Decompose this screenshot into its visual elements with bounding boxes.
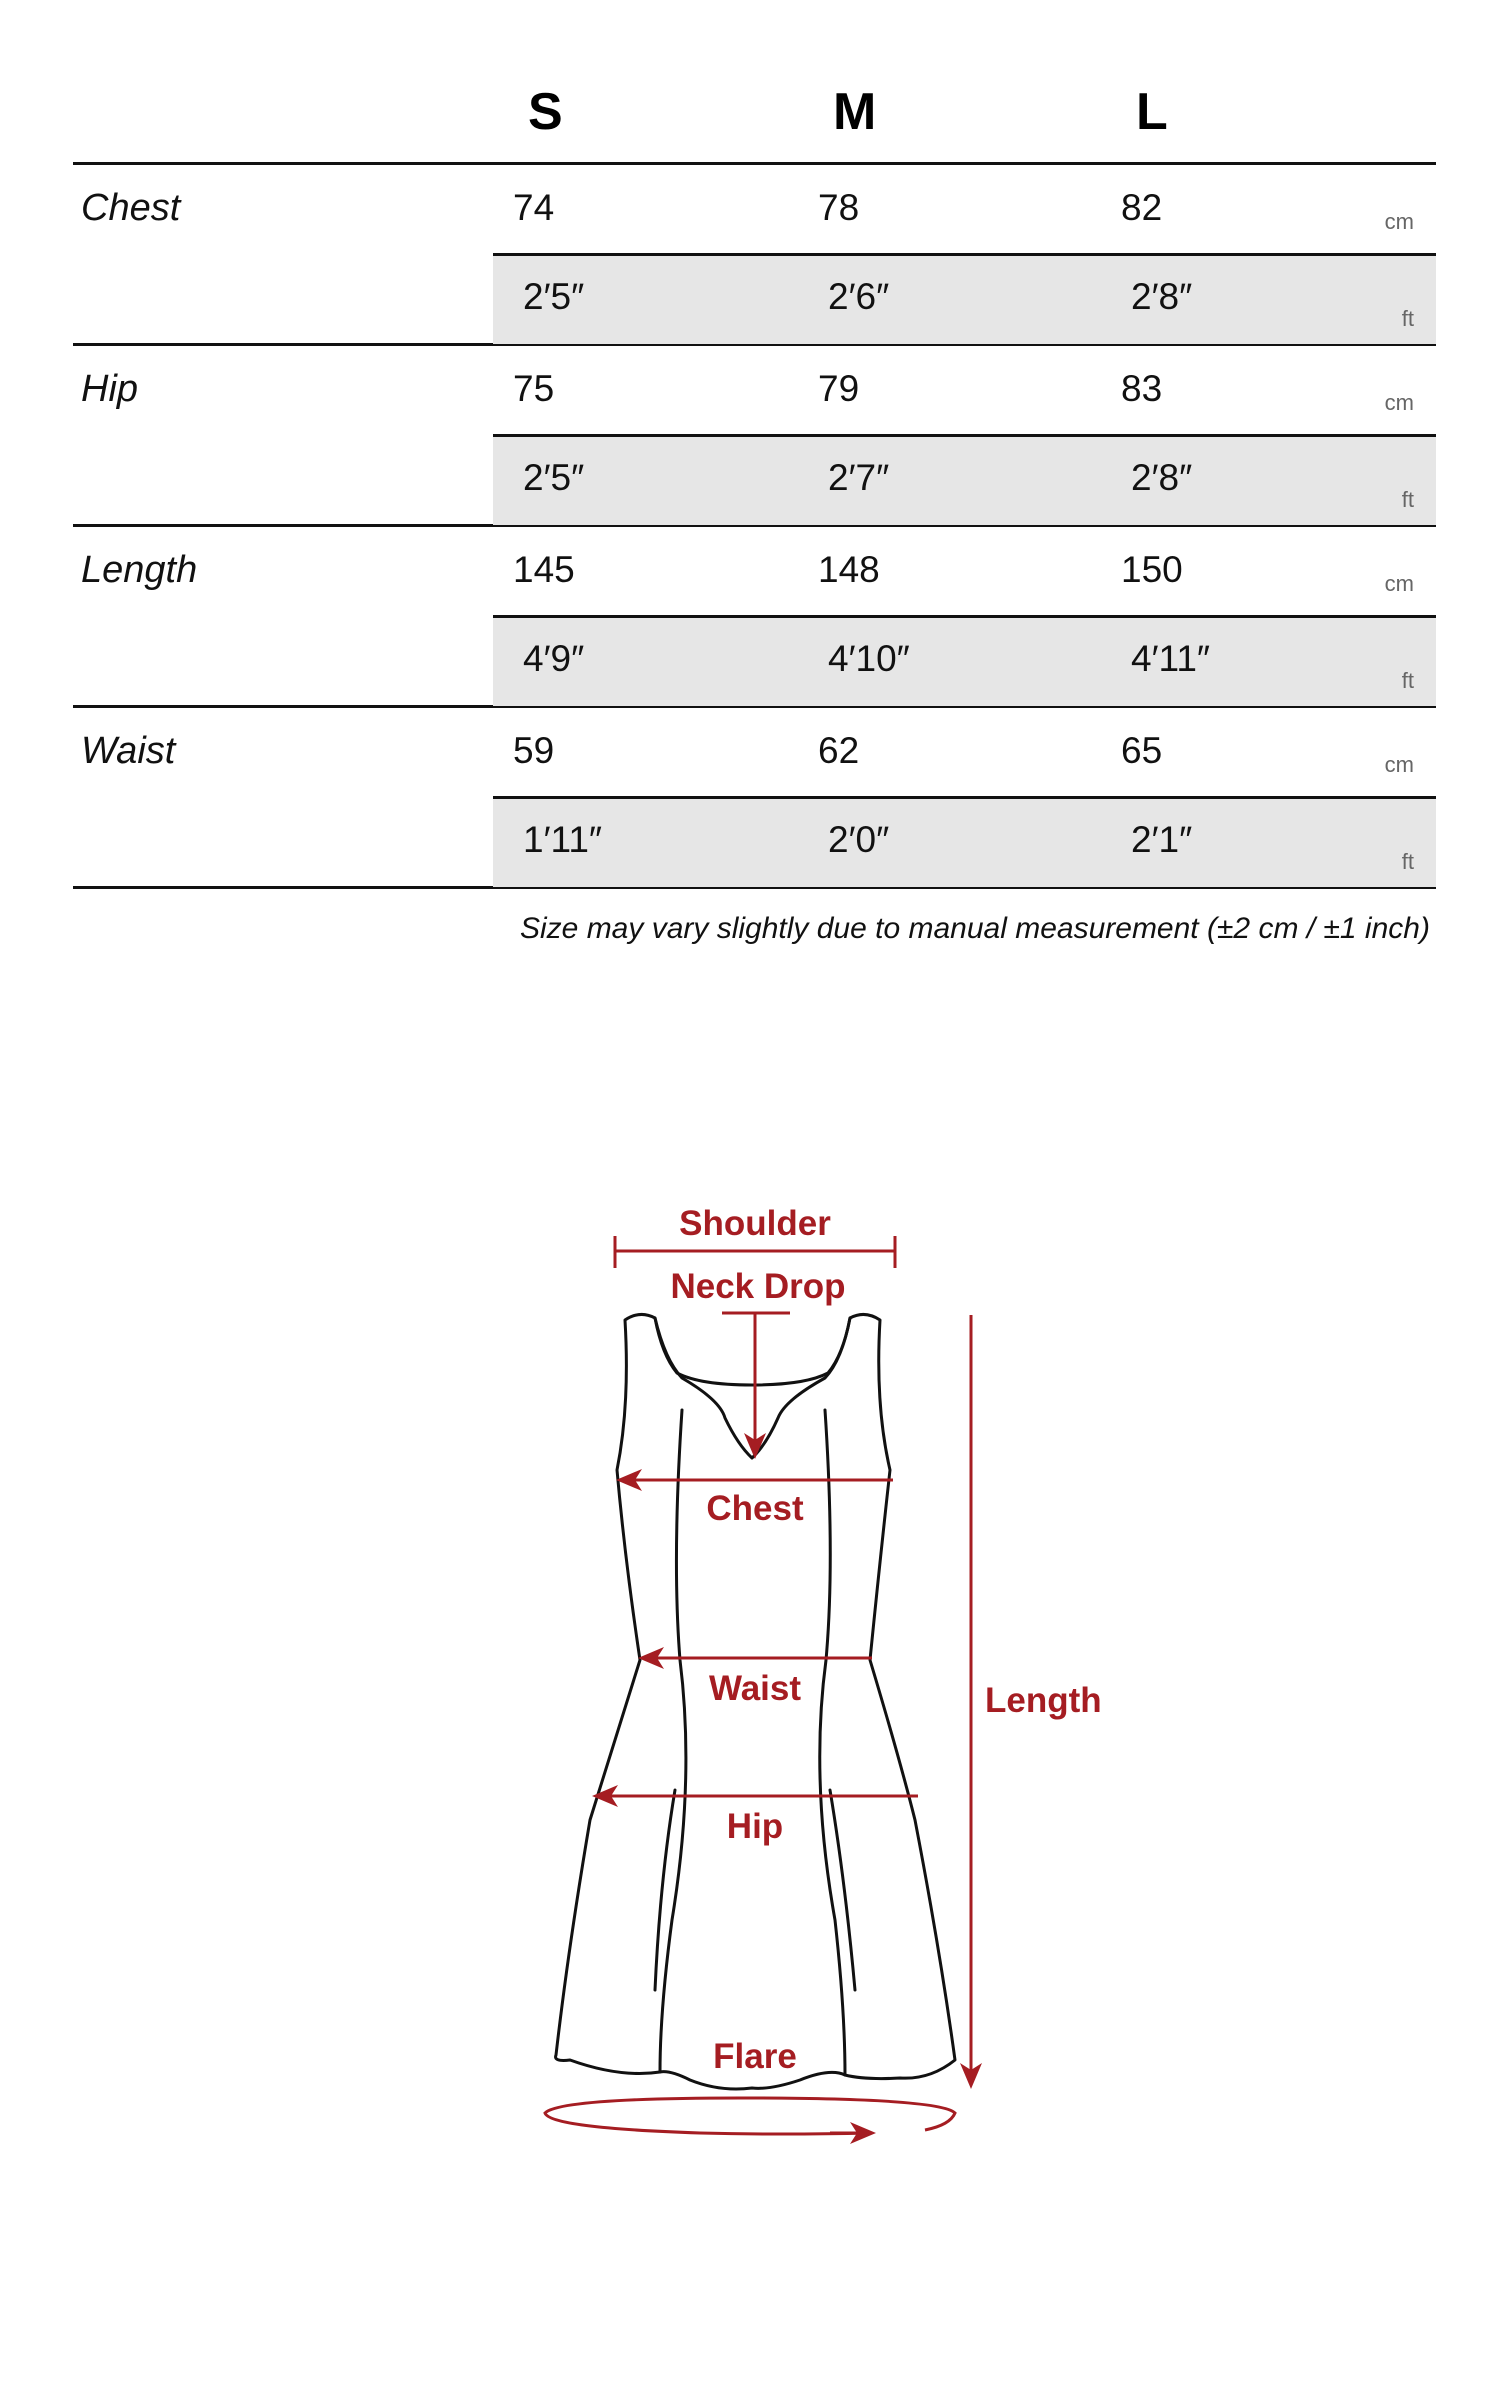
unit-label: cm: [1384, 209, 1414, 234]
table-cell: 59: [513, 730, 555, 771]
table-cell: 2′5″: [523, 457, 585, 498]
size-m-header: M: [833, 83, 877, 141]
table-cell: 65: [1121, 730, 1163, 771]
measurement-label: Length: [81, 549, 198, 591]
table-cell: 4′10″: [828, 638, 910, 679]
table-cell: 62: [818, 730, 860, 771]
table-cell: 83: [1121, 368, 1163, 409]
table-cell: 1′11″: [523, 819, 603, 860]
table-cell: 4′9″: [523, 638, 585, 679]
table-cell: 2′6″: [828, 276, 890, 317]
size-l-header: L: [1136, 83, 1168, 141]
table-cell: 2′0″: [828, 819, 890, 860]
table-cell: 145: [513, 549, 575, 590]
unit-label: ft: [1401, 487, 1414, 512]
table-cell: 4′11″: [1131, 638, 1211, 679]
flare-arrow: [545, 2098, 955, 2134]
unit-label: ft: [1401, 306, 1414, 331]
measurement-label: Waist: [81, 730, 176, 772]
table-cell: 79: [818, 368, 860, 409]
table-cell: 2′8″: [1131, 457, 1193, 498]
table-cell: 75: [513, 368, 555, 409]
unit-label: cm: [1384, 571, 1414, 596]
unit-label: ft: [1401, 668, 1414, 693]
table-cell: 150: [1121, 549, 1183, 590]
shoulder-label: Shoulder: [679, 1204, 831, 1243]
measurement-label: Chest: [81, 187, 181, 229]
unit-label: ft: [1401, 849, 1414, 874]
table-cell: 2′1″: [1131, 819, 1193, 860]
table-cell: 74: [513, 187, 555, 228]
waist-label: Waist: [708, 1669, 802, 1708]
flare-label: Flare: [713, 2037, 797, 2076]
table-cell: 2′8″: [1131, 276, 1193, 317]
table-cell: 2′7″: [828, 457, 890, 498]
table-cell: 82: [1121, 187, 1163, 228]
unit-label: cm: [1384, 390, 1414, 415]
table-cell: 2′5″: [523, 276, 585, 317]
unit-label: cm: [1384, 752, 1414, 777]
chest-label: Chest: [706, 1489, 804, 1528]
length-label: Length: [985, 1681, 1102, 1720]
table-cell: 78: [818, 187, 860, 228]
table-cell: 148: [818, 549, 880, 590]
measurement-label: Hip: [81, 368, 139, 410]
hip-label: Hip: [726, 1807, 784, 1846]
neck-drop-label: Neck Drop: [670, 1267, 846, 1306]
measurement-note: Size may vary slightly due to manual measurement (±2 cm / ±1 inch): [520, 912, 1430, 945]
size-s-header: S: [528, 83, 563, 141]
